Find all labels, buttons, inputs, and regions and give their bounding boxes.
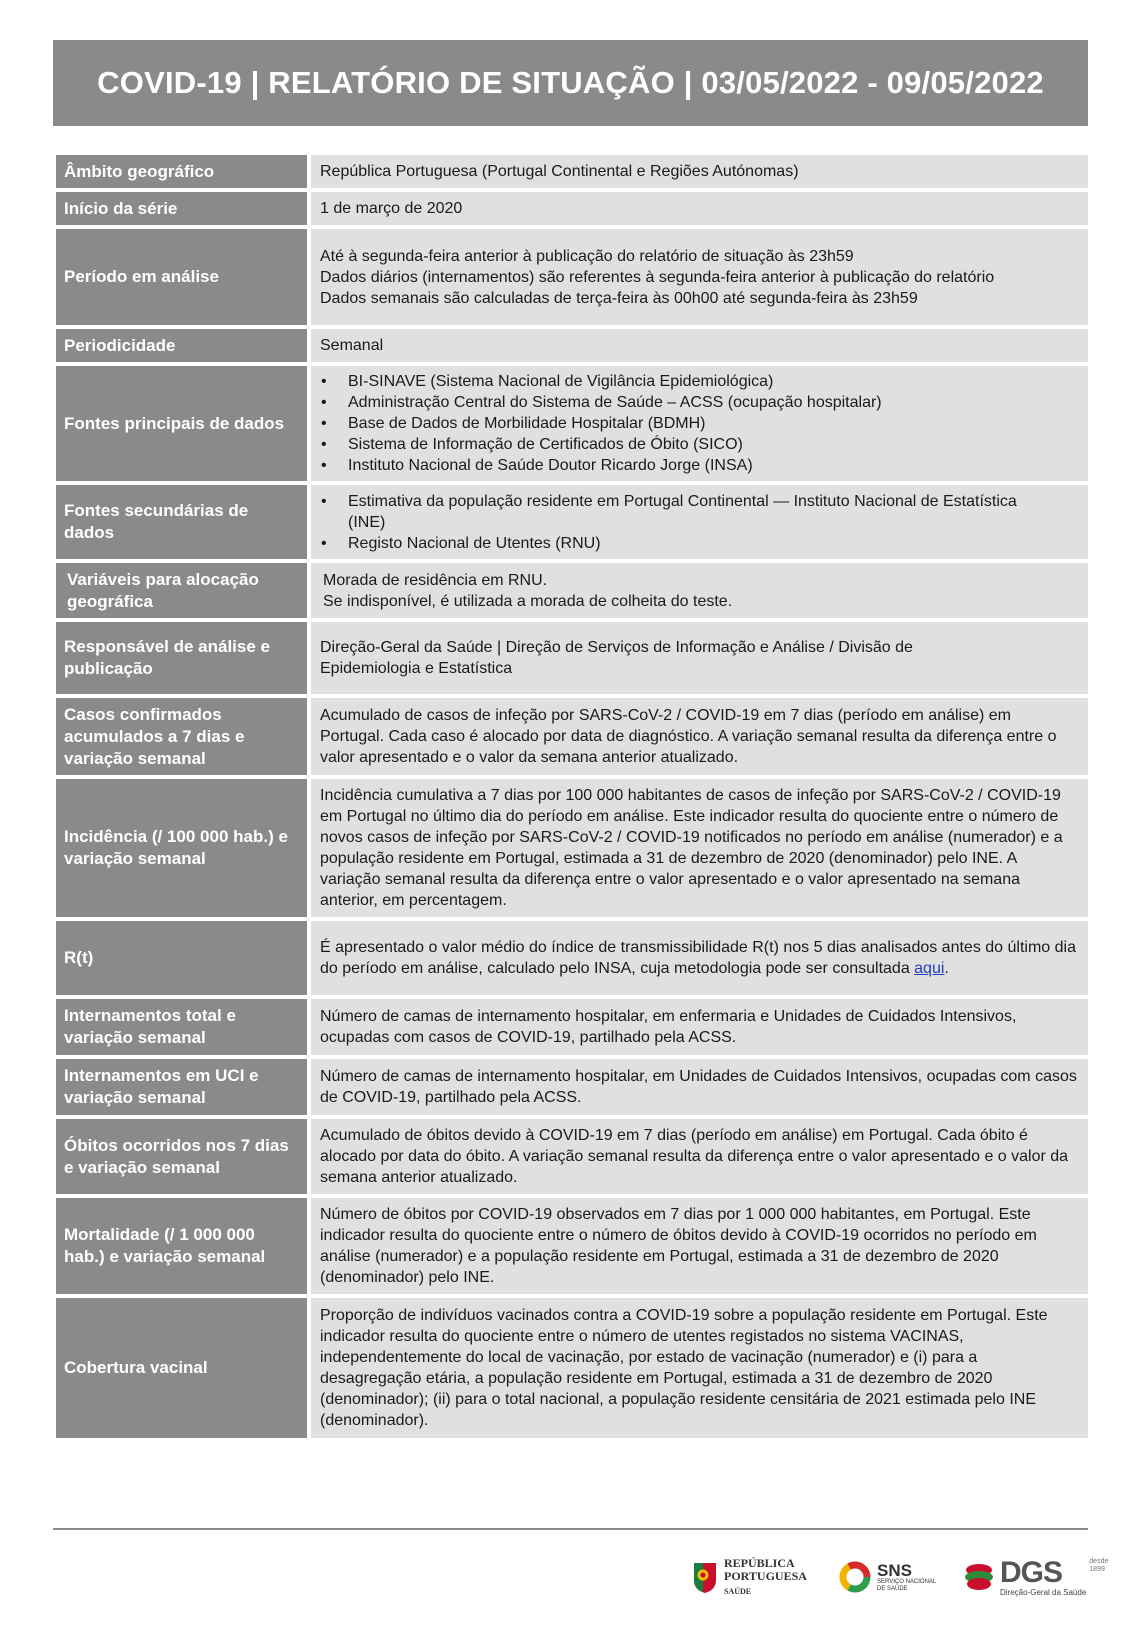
row-value	[311, 622, 1088, 694]
row-value	[311, 1119, 1088, 1194]
row-value	[311, 366, 1088, 481]
row-label: Período em análise	[56, 229, 307, 325]
flag-shield-icon	[692, 1560, 718, 1594]
table-row	[56, 779, 1088, 917]
sns-sub2: DE SAÚDE	[877, 1585, 908, 1592]
table-row	[56, 366, 1088, 481]
value-line: Proporção de indivíduos vacinados contra a COVID-19 sobre a população residente em Portugal. Este indicador resulta do quociente entre o número de utentes registados no sistema VACINAS, independentemente do local de vacinação, por estado de vacinação (numerador) e (i) para a desagregação etária, a população residente em Portugal, estimada a 31 de dezembro de 2020 (denominador); (ii) para o total nacional, a população residente censitária de 2021 estimada pelo INE (denominador).	[320, 1307, 1048, 1429]
saude-label: SAÚDE	[724, 1586, 752, 1596]
value-line: Direção-Geral da Saúde | Direção de Serviços de Informação e Análise / Divisão de Epidemiologia e Estatística	[320, 639, 913, 677]
value-line: Número de óbitos por COVID-19 observados em 7 dias por 1 000 000 habitantes, em Portugal. Este indicador resulta do quociente entre o número de óbitos devido à COVID-19 ocorridos no período em análise (numerador) e a população residente em Portugal, estimada a 31 de dezembro de 2020 (denominador) pelo INE.	[320, 1206, 1037, 1286]
table-row	[56, 1059, 1088, 1115]
dgs-logo	[962, 1552, 1108, 1602]
republica-line1: REPÚBLICA	[724, 1555, 795, 1570]
table-row	[56, 698, 1088, 775]
dgs-name: DGS	[1000, 1555, 1063, 1589]
bullet-list	[320, 491, 1079, 554]
table-row	[56, 485, 1088, 559]
row-value	[311, 779, 1088, 917]
table-row	[56, 192, 1088, 225]
republica-text	[724, 1557, 807, 1598]
row-label: Periodicidade	[56, 329, 307, 362]
metadata-table	[56, 155, 1088, 1442]
row-label: Cobertura vacinal	[56, 1298, 307, 1438]
dgs-emblem-icon	[962, 1560, 996, 1594]
value-line: Número de camas de internamento hospitalar, em enfermaria e Unidades de Cuidados Intensivos, ocupadas com casos de COVID-19, partilhado pela ACSS.	[320, 1008, 1017, 1046]
value-line	[320, 937, 1079, 979]
republica-line2: PORTUGUESA	[724, 1568, 807, 1583]
bullet-item: • Estimativa da população residente em Portugal Continental — Instituto Nacional de Estatística (INE)	[320, 491, 1079, 533]
row-value	[311, 1059, 1088, 1115]
republica-portuguesa-logo	[692, 1552, 807, 1602]
bullet-item: • Base de Dados de Morbilidade Hospitalar (BDMH)	[320, 413, 1079, 434]
row-label: Responsável de análise e publicação	[56, 622, 307, 694]
row-value	[311, 563, 1088, 618]
value-line: 1 de março de 2020	[320, 200, 463, 217]
sns-name: SNS	[877, 1560, 912, 1580]
row-label: Incidência (/ 100 000 hab.) e variação semanal	[56, 779, 307, 917]
sns-logo	[838, 1552, 936, 1602]
row-value	[311, 999, 1088, 1055]
sns-ring-icon	[838, 1560, 872, 1594]
value-line: Dados diários (internamentos) são referentes à segunda-feira anterior à publicação do relatório	[320, 268, 995, 286]
bullet-list	[320, 371, 1079, 476]
page-title: COVID-19 | RELATÓRIO DE SITUAÇÃO | 03/05/2022 - 09/05/2022	[97, 65, 1044, 100]
row-value	[311, 155, 1088, 188]
table-row	[56, 1119, 1088, 1194]
row-value	[311, 921, 1088, 995]
value-line: Acumulado de casos de infeção por SARS-CoV-2 / COVID-19 em 7 dias (período em análise) em Portugal. Cada caso é alocado por data de diagnóstico. A variação semanal resulta da diferença entre o valor apresentado e o valor da semana anterior atualizado.	[320, 707, 1057, 766]
value-line: Dados semanais são calculadas de terça-feira às 00h00 até segunda-feira às 23h59	[320, 289, 918, 307]
row-value	[311, 1298, 1088, 1438]
row-value	[311, 192, 1088, 225]
footer-divider	[53, 1528, 1088, 1530]
table-row	[56, 1298, 1088, 1438]
row-label: Fontes secundárias de dados	[56, 485, 307, 559]
value-line: Número de camas de internamento hospitalar, em Unidades de Cuidados Intensivos, ocupadas com casos de COVID-19, partilhado pela ACSS.	[320, 1068, 1077, 1106]
rt-text-end: .	[944, 960, 949, 977]
title-banner	[53, 40, 1088, 126]
dgs-subtitle: Direção-Geral da Saúde	[1000, 1587, 1087, 1597]
row-label: Internamentos total e variação semanal	[56, 999, 307, 1055]
row-label: Fontes principais de dados	[56, 366, 307, 481]
row-label: Variáveis para alocação geográfica	[56, 563, 307, 618]
value-line: Se indisponível, é utilizada a morada de colheita do teste.	[323, 592, 733, 610]
table-row	[56, 229, 1088, 325]
value-line: Semanal	[320, 337, 384, 354]
row-label: Mortalidade (/ 1 000 000 hab.) e variação semanal	[56, 1198, 307, 1294]
row-label: Óbitos ocorridos nos 7 dias e variação semanal	[56, 1119, 307, 1194]
row-label: Início da série	[56, 192, 307, 225]
value-line: Incidência cumulativa a 7 dias por 100 000 habitantes de casos de infeção por SARS-CoV-2 / COVID-19 em Portugal no último dia do período em análise. Este indicador resulta do quociente entre o número de novos casos de infeção por SARS-CoV-2 / COVID-19 notificados no período em análise (numerador) e a população residente em Portugal, estimada a 31 de dezembro de 2020 (denominador) pelo INE. A variação semanal resulta da diferença entre o valor apresentado e o valor apresentado na semana anterior, em percentagem.	[320, 787, 1063, 909]
table-row	[56, 921, 1088, 995]
dgs-text	[1000, 1555, 1087, 1597]
value-line: República Portuguesa (Portugal Continental e Regiões Autónomas)	[320, 163, 799, 180]
table-row	[56, 1198, 1088, 1294]
table-row	[56, 563, 1088, 618]
sns-sub1: SERVIÇO NACIONAL	[877, 1578, 937, 1585]
table-row	[56, 155, 1088, 188]
table-row	[56, 329, 1088, 362]
value-line: Até à segunda-feira anterior à publicação do relatório de situação às 23h59	[320, 247, 854, 265]
row-value	[311, 229, 1088, 325]
row-label: R(t)	[56, 921, 307, 995]
bullet-item: • Instituto Nacional de Saúde Doutor Ricardo Jorge (INSA)	[320, 455, 1079, 476]
sns-text	[877, 1562, 936, 1593]
table-row	[56, 622, 1088, 694]
row-value	[311, 1198, 1088, 1294]
dgs-year-value: 1899	[1089, 1566, 1105, 1573]
bullet-item: • Registo Nacional de Utentes (RNU)	[320, 533, 1079, 554]
row-label: Casos confirmados acumulados a 7 dias e variação semanal	[56, 698, 307, 775]
rt-text: É apresentado o valor médio do índice de transmissibilidade R(t) nos 5 dias analisados antes do último dia do período em análise, calculado pelo INSA, cuja metodologia pode ser consultada	[320, 939, 1076, 977]
bullet-item: • Sistema de Informação de Certificados de Óbito (SICO)	[320, 434, 1079, 455]
methodology-link[interactable]: aqui	[914, 960, 945, 977]
table-row	[56, 999, 1088, 1055]
row-value	[311, 329, 1088, 362]
value-line: Morada de residência em RNU.	[323, 571, 548, 589]
bullet-item: • Administração Central do Sistema de Saúde – ACSS (ocupação hospitalar)	[320, 392, 1079, 413]
value-line: Acumulado de óbitos devido à COVID-19 em 7 dias (período em análise) em Portugal. Cada óbito é alocado por data do óbito. A variação semanal resulta da diferença entre o valor apresentado e o valor da semana anterior atualizado.	[320, 1127, 1069, 1186]
bullet-item: • BI-SINAVE (Sistema Nacional de Vigilância Epidemiológica)	[320, 371, 1079, 392]
dgs-year	[1089, 1558, 1108, 1574]
row-label: Âmbito geográfico	[56, 155, 307, 188]
dgs-year-label: desde	[1089, 1558, 1109, 1565]
row-value	[311, 698, 1088, 775]
row-label: Internamentos em UCI e variação semanal	[56, 1059, 307, 1115]
row-value	[311, 485, 1088, 559]
